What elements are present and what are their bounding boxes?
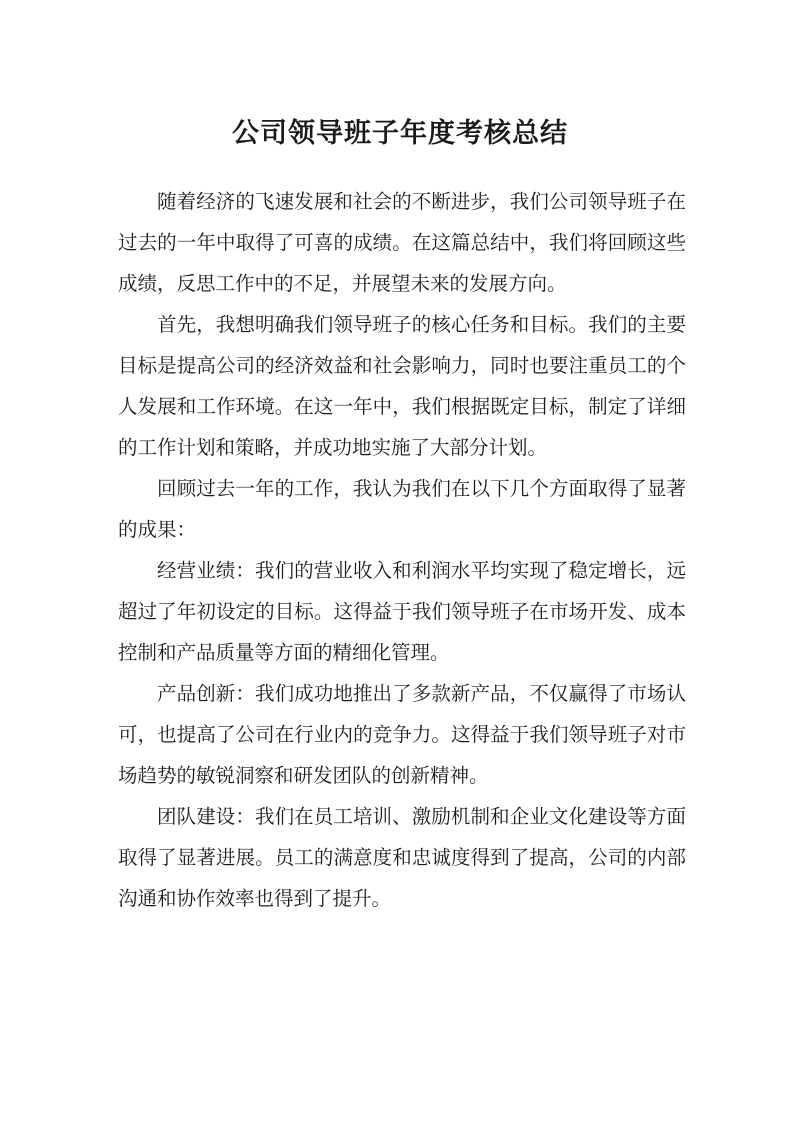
paragraph-review: 回顾过去一年的工作，我认为我们在以下几个方面取得了显著的成果：: [118, 477, 686, 541]
document-body: [118, 181, 686, 919]
paragraph-team-building: 团队建设：我们在员工培训、激励机制和企业文化建设等方面取得了显著进展。员工的满意度和忠诚度得到了提高，公司的内部沟通和协作效率也得到了提升。: [118, 805, 686, 910]
paragraph-product-innovation: 产品创新：我们成功地推出了多款新产品，不仅赢得了市场认可，也提高了公司在行业内的竞争力。这得益于我们领导班子对市场趋势的敏锐洞察和研发团队的创新精神。: [118, 682, 686, 787]
paragraph-intro: 随着经济的飞速发展和社会的不断进步，我们公司领导班子在过去的一年中取得了可喜的成绩。在这篇总结中，我们将回顾这些成绩，反思工作中的不足，并展望未来的发展方向。: [118, 190, 686, 295]
paragraph-business-performance: 经营业绩：我们的营业收入和利润水平均实现了稳定增长，远超过了年初设定的目标。这得益于我们领导班子在市场开发、成本控制和产品质量等方面的精细化管理。: [118, 559, 686, 664]
document-title: 公司领导班子年度考核总结: [232, 118, 568, 150]
paragraph-goals: 首先，我想明确我们领导班子的核心任务和目标。我们的主要目标是提高公司的经济效益和社会影响力，同时也要注重员工的个人发展和工作环境。在这一年中，我们根据既定目标，制定了详细的工作计划和策略，并成功地实施了大部分计划。: [118, 313, 686, 459]
